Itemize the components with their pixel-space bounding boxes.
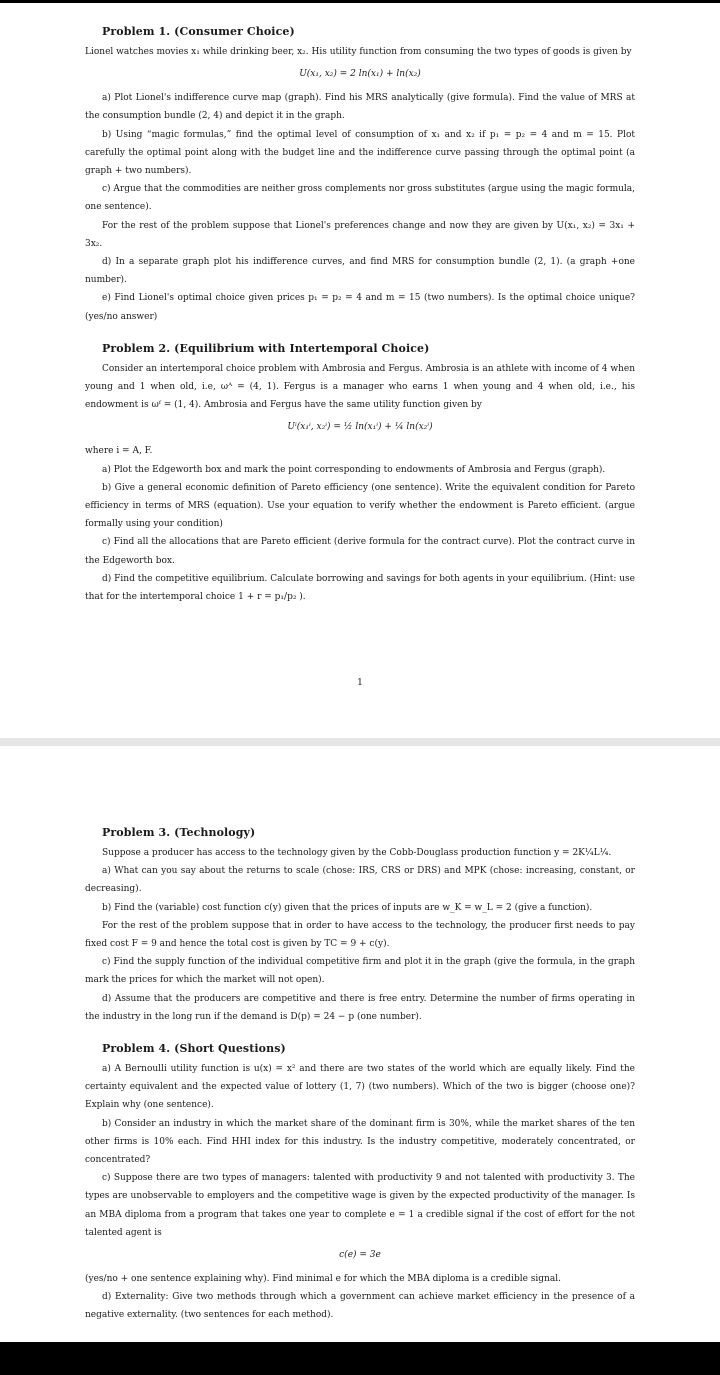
- problem-4-equation: c(e) = 3e: [339, 1250, 381, 1261]
- problem-4-part-c: c) Suppose there are two types of managers: talented with productivity 9 and not talented with productivity 3. The types are unobservable to employers and the competitive wage is given by the expected productivity of the manager. Is an MBA diploma from a program that takes one year to complete e = 1 a credible signal if the cost of effort for the not talented agent is: [85, 1173, 635, 1238]
- problem-1-part-c: c) Argue that the commodities are neither gross complements nor gross substitutes (argue using the magic formula, one sentence).: [85, 184, 635, 213]
- problem-4-part-d: d) Externality: Give two methods through which a government can achieve market efficiency in the presence of a negative externality. (two sentences for each method).: [85, 1292, 635, 1321]
- problem-3-part-a: a) What can you say about the returns to scale (chose: IRS, CRS or DRS) and MPK (chose: increasing, constant, or decreasing).: [85, 866, 635, 895]
- problem-1-intro: Lionel watches movies x₁ while drinking beer, x₂. His utility function from consuming the two types of goods is given by: [85, 47, 632, 57]
- page-1-content: [85, 25, 635, 606]
- problem-1-part-d: d) In a separate graph plot his indifference curves, and find MRS for consumption bundle (2, 1). (a graph +one number).: [85, 257, 635, 286]
- problem-1-part-b: b) Using “magic formulas,” find the optimal level of consumption of x₁ and x₂ if p₁ = p₂ = 4 and m = 15. Plot carefully the optimal point along with the budget line and the indifference curve passing through the optimal point (a graph + two numbers).: [85, 129, 635, 177]
- problem-1-title: Problem 1. (Consumer Choice): [102, 25, 295, 38]
- problem-3-part-d: d) Assume that the producers are competitive and there is free entry. Determine the number of firms operating in the industry in the long run if the demand is D(p) = 24 − p (one number).: [85, 993, 635, 1022]
- problem-1-equation: U(x₁, x₂) = 2 ln(x₁) + ln(x₂): [299, 69, 421, 80]
- problem-1-part-a: a) Plot Lionel's indifference curve map (graph). Find his MRS analytically (give formula). Find the value of MRS at the consumption bundle (2, 4) and depict it in the graph.: [85, 93, 635, 122]
- problem-2-part-c: c) Find all the allocations that are Pareto efficient (derive formula for the contract curve). Plot the contract curve in the Edgeworth box.: [85, 537, 635, 566]
- problem-4-title: Problem 4. (Short Questions): [102, 1042, 286, 1056]
- problem-3-part-b: b) Find the (variable) cost function c(y) given that the prices of inputs are w_K = w_L = 2 (give a function).: [102, 902, 593, 913]
- page-separator: [0, 738, 720, 746]
- problem-3-intro: Suppose a producer has access to the technology given by the Cobb-Douglass production function y = 2K¼L¼.: [102, 848, 612, 858]
- page-2: [0, 746, 720, 1342]
- problem-2-intro: Consider an intertemporal choice problem with Ambrosia and Fergus. Ambrosia is an athlete with income of 4 when young and 1 when old, i.e, ωᴬ = (4, 1). Fergus is a manager who earns 1 when young and 4 when old, i.e., his endowment is ωᶠ = (1, 4). Ambrosia and Fergus have the same utility function given by: [85, 363, 635, 411]
- problem-1-part-e: e) Find Lionel's optimal choice given prices p₁ = p₂ = 4 and m = 15 (two numbers). Is the optimal choice unique? (yes/no answer): [85, 293, 635, 322]
- problem-2-equation: Uⁱ(x₁ⁱ, x₂ⁱ) = ½ ln(x₁ⁱ) + ¼ ln(x₂ⁱ): [287, 422, 433, 433]
- problem-2-part-d: d) Find the competitive equilibrium. Calculate borrowing and savings for both agents in your equilibrium. (Hint: use that for the intertemporal choice 1 + r = p₁/p₂ ).: [85, 573, 635, 603]
- problem-4-part-a: a) A Bernoulli utility function is u(x) = x² and there are two states of the world which are equally likely. Find the certainty equivalent and the expected value of lottery (1, 7) (two numbers). Which of the two is bigger (choose one)? Explain why (one sentence).: [85, 1064, 635, 1111]
- page-2-content: [85, 826, 635, 1325]
- problem-2-where: where i = A, F.: [85, 446, 153, 457]
- problem-2-part-a: a) Plot the Edgeworth box and mark the point corresponding to endowments of Ambrosia and Fergus (graph).: [102, 464, 606, 475]
- problem-4-part-c-continued: (yes/no + one sentence explaining why). Find minimal e for which the MBA diploma is a credible signal.: [85, 1274, 561, 1285]
- problem-3-rest: For the rest of the problem suppose that in order to have access to the technology, the producer first needs to pay fixed cost F = 9 and hence the total cost is given by TC = 9 + c(y).: [85, 920, 635, 950]
- problem-4-part-b: b) Consider an industry in which the market share of the dominant firm is 30%, while the market shares of the ten other firms is 10% each. Find HHI index for this industry. Is the industry competitive, moderately concentrated, or concentrated?: [85, 1118, 635, 1166]
- problem-2-part-b: b) Give a general economic definition of Pareto efficiency (one sentence). Write the equivalent condition for Pareto efficiency in terms of MRS (equation). Use your equation to verify whether the endowment is Pareto efficient. (argue formally using your condition): [85, 482, 635, 530]
- problem-3-title: Problem 3. (Technology): [102, 826, 256, 839]
- problem-1-rest: For the rest of the problem suppose that Lionel's preferences change and now they are given by U(x₁, x₂) = 3x₁ + 3x₂.: [85, 220, 635, 249]
- problem-2-title: Problem 2. (Equilibrium with Intertemporal Choice): [102, 341, 430, 355]
- page-number: 1: [357, 678, 363, 688]
- page-1: [0, 3, 720, 738]
- problem-3-part-c: c) Find the supply function of the individual competitive firm and plot it in the graph (give the formula, in the graph mark the prices for which the market will not open).: [85, 957, 635, 986]
